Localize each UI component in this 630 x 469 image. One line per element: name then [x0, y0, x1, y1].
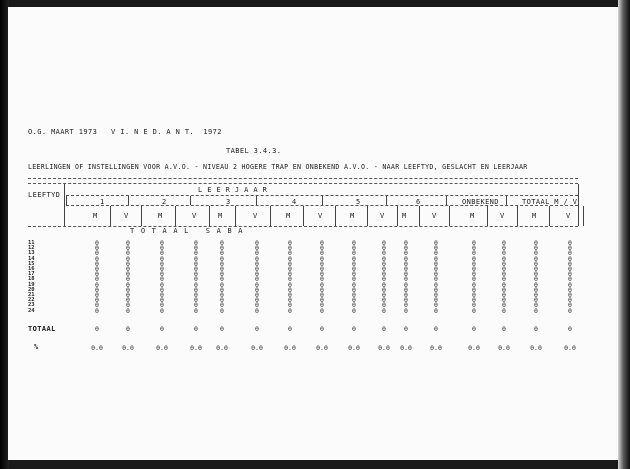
year-separator [322, 196, 323, 205]
sex-header: V [192, 212, 197, 220]
data-column: 0 0 0 0 0 0 0 0 0 0 0 0 0 0 [320, 239, 324, 315]
total-cell: 0 [95, 325, 99, 333]
total-cell: 0 [534, 325, 538, 333]
sex-header: V [380, 212, 385, 220]
pct-cell: 0.0 [156, 344, 168, 352]
sex-header: M [93, 212, 98, 220]
sex-separator [303, 206, 304, 226]
table-number: TABEL 3.4.3. [226, 147, 282, 155]
total-cell: 0 [472, 325, 476, 333]
year-header: 4 [292, 198, 297, 206]
sex-separator [583, 206, 584, 226]
year-separator [190, 196, 191, 205]
sex-separator [141, 206, 142, 226]
year-header: 1 [100, 198, 105, 206]
year-header: 6 [416, 198, 421, 206]
sex-header: V [124, 212, 129, 220]
pct-cell: 0.0 [468, 344, 480, 352]
pct-cell: 0.0 [190, 344, 202, 352]
data-column: 0 0 0 0 0 0 0 0 0 0 0 0 0 0 [382, 239, 386, 315]
pct-label: % [34, 343, 39, 351]
total-cell: 0 [434, 325, 438, 333]
year-separator [66, 196, 67, 205]
sex-separator [517, 206, 518, 226]
total-cell: 0 [194, 325, 198, 333]
sex-separator [175, 206, 176, 226]
sex-header: M [532, 212, 537, 220]
data-column: 0 0 0 0 0 0 0 0 0 0 0 0 0 0 [255, 239, 259, 315]
sex-separator [419, 206, 420, 226]
page-edge [618, 0, 630, 469]
sex-separator [235, 206, 236, 226]
data-column: 0 0 0 0 0 0 0 0 0 0 0 0 0 0 [352, 239, 356, 315]
data-column: 0 0 0 0 0 0 0 0 0 0 0 0 0 0 [160, 239, 164, 315]
data-column: 0 0 0 0 0 0 0 0 0 0 0 0 0 0 [434, 239, 438, 315]
year-separator [446, 196, 447, 205]
year-separator [128, 196, 129, 205]
year-separator [506, 196, 507, 205]
year-header: 5 [356, 198, 361, 206]
rule-years [66, 205, 578, 206]
sex-separator [449, 206, 450, 226]
sex-header: V [566, 212, 571, 220]
year-header: 2 [162, 198, 167, 206]
total-cell: 0 [288, 325, 292, 333]
header-bar-left [64, 184, 65, 226]
pct-cell: 0.0 [348, 344, 360, 352]
year-header: 3 [226, 198, 231, 206]
sex-header: M [402, 212, 407, 220]
total-cell: 0 [404, 325, 408, 333]
data-column: 0 0 0 0 0 0 0 0 0 0 0 0 0 0 [472, 239, 476, 315]
sex-header: M [286, 212, 291, 220]
total-cell: 0 [568, 325, 572, 333]
data-column: 0 0 0 0 0 0 0 0 0 0 0 0 0 0 [288, 239, 292, 315]
pct-cell: 0.0 [498, 344, 510, 352]
sex-header: V [432, 212, 437, 220]
totals-label: TOTAAL [28, 325, 56, 333]
sex-separator [487, 206, 488, 226]
sex-header: V [500, 212, 505, 220]
sex-header: M [158, 212, 163, 220]
sex-separator [270, 206, 271, 226]
rule-head-bottom [28, 226, 578, 227]
total-cell: 0 [502, 325, 506, 333]
rule-top [28, 178, 578, 179]
row-header: LEEFTYD [28, 191, 61, 199]
sex-header: M [350, 212, 355, 220]
sex-header: M [470, 212, 475, 220]
sex-header: V [253, 212, 258, 220]
document-page [8, 7, 618, 460]
pct-cell: 0.0 [378, 344, 390, 352]
year-separator [256, 196, 257, 205]
data-column: 0 0 0 0 0 0 0 0 0 0 0 0 0 0 [404, 239, 408, 315]
pct-cell: 0.0 [564, 344, 576, 352]
data-column: 0 0 0 0 0 0 0 0 0 0 0 0 0 0 [534, 239, 538, 315]
sex-separator [549, 206, 550, 226]
section-label: T O T A A L S A B A [130, 227, 244, 235]
sex-header: V [318, 212, 323, 220]
total-cell: 0 [160, 325, 164, 333]
total-cell: 0 [352, 325, 356, 333]
total-cell: 0 [255, 325, 259, 333]
sex-separator [335, 206, 336, 226]
header-bar-right [578, 184, 579, 226]
year-separator [386, 196, 387, 205]
sex-separator [110, 206, 111, 226]
date-line: O.G. MAART 1973 V I. N E D. A N T. 1972 [28, 128, 222, 136]
pct-cell: 0.0 [122, 344, 134, 352]
pct-cell: 0.0 [400, 344, 412, 352]
pct-cell: 0.0 [284, 344, 296, 352]
data-column: 0 0 0 0 0 0 0 0 0 0 0 0 0 0 [95, 239, 99, 315]
pct-cell: 0.0 [430, 344, 442, 352]
total-cell: 0 [220, 325, 224, 333]
total-cell: 0 [320, 325, 324, 333]
sex-separator [209, 206, 210, 226]
sex-separator [367, 206, 368, 226]
sex-separator [397, 206, 398, 226]
data-column: 0 0 0 0 0 0 0 0 0 0 0 0 0 0 [126, 239, 130, 315]
total-cell: 0 [382, 325, 386, 333]
pct-cell: 0.0 [251, 344, 263, 352]
sex-header: M [218, 212, 223, 220]
pct-cell: 0.0 [530, 344, 542, 352]
total-cell: 0 [126, 325, 130, 333]
data-column: 0 0 0 0 0 0 0 0 0 0 0 0 0 0 [502, 239, 506, 315]
rule-top-2 [28, 183, 578, 184]
year-header: TOTAAL M / V [522, 198, 578, 206]
data-column: 0 0 0 0 0 0 0 0 0 0 0 0 0 0 [220, 239, 224, 315]
year-header: ONBEKEND [462, 198, 499, 206]
group-header: L E E R J A A R [198, 186, 268, 194]
data-column: 0 0 0 0 0 0 0 0 0 0 0 0 0 0 [568, 239, 572, 315]
pct-cell: 0.0 [216, 344, 228, 352]
data-column: 0 0 0 0 0 0 0 0 0 0 0 0 0 0 [194, 239, 198, 315]
age-labels: 11 12 13 14 15 16 17 18 19 20 21 22 23 24 [28, 240, 35, 314]
pct-cell: 0.0 [91, 344, 103, 352]
pct-cell: 0.0 [316, 344, 328, 352]
table-title: LEERLINGEN OF INSTELLINGEN VOOR A.V.O. - NIVEAU 2 HOGERE TRAP EN ONBEKEND A.V.O. - NAAR LEEFTYD, GESLACHT EN LEERJAAR [28, 163, 528, 171]
